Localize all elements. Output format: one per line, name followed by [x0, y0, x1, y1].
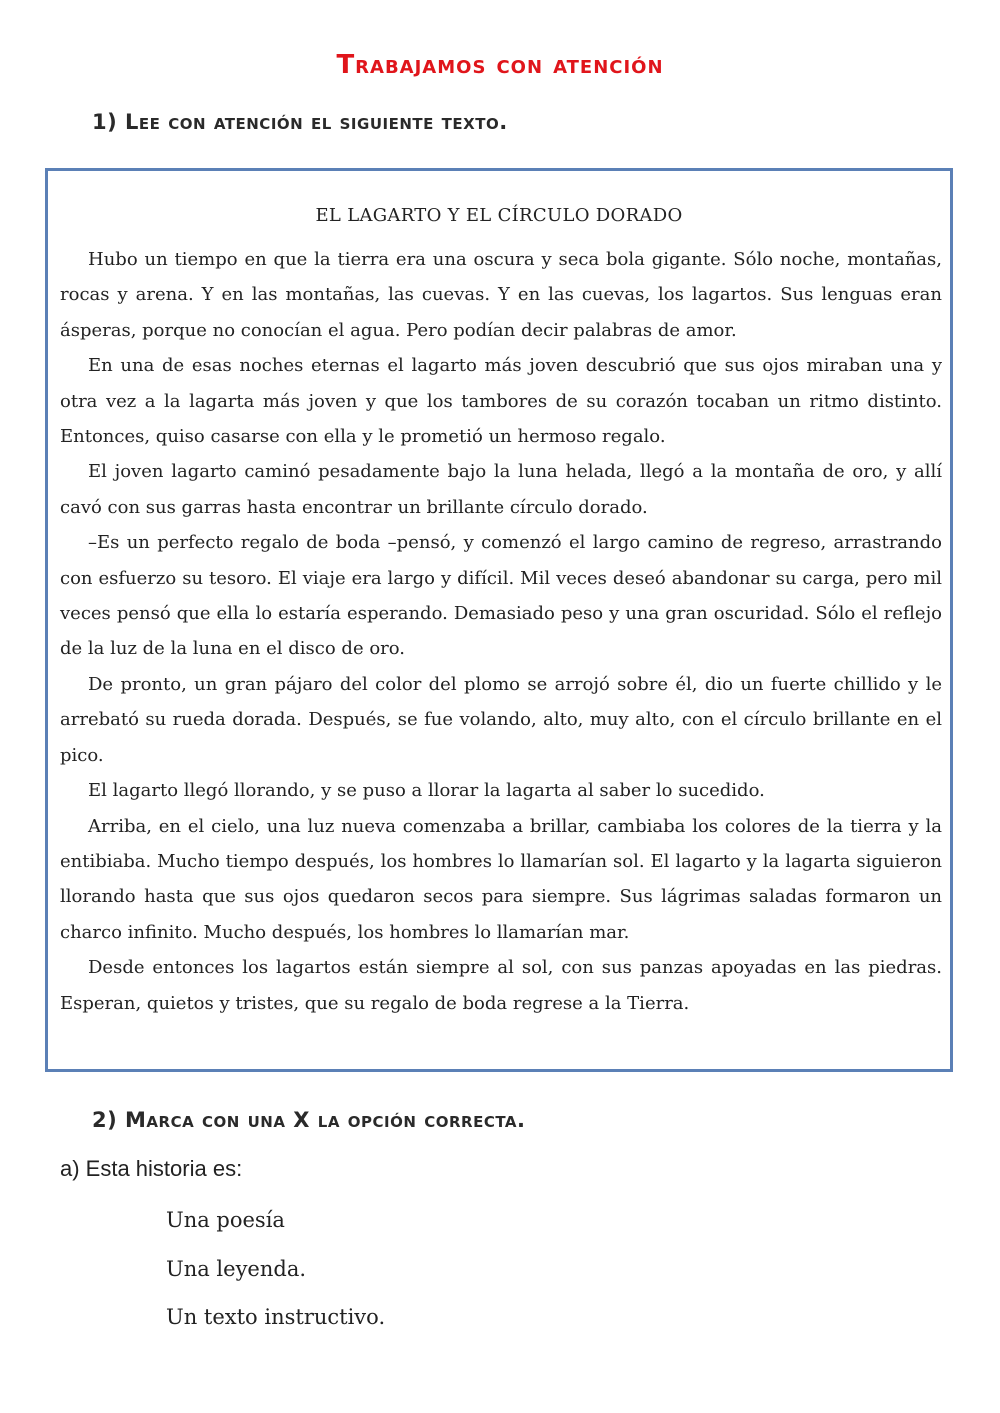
answer-option-instructivo[interactable]: Un texto instructivo.	[166, 1305, 386, 1329]
story-paragraph: De pronto, un gran pájaro del color del plomo se arrojó sobre él, dio un fuerte chillido y le arrebató su rueda dorada. Después, se fue volando, alto, muy alto, con el círculo brillante en el pico.	[60, 673, 942, 766]
page-title: Trabajamos con atención	[336, 50, 664, 80]
story-paragraph: El lagarto llegó llorando, y se puso a llorar la lagarta al saber lo sucedido.	[88, 780, 765, 802]
story-box	[45, 168, 953, 1072]
story-paragraph: Arriba, en el cielo, una luz nueva comenzaba a brillar, cambiaba los colores de la tierra y la entibiaba. Mucho tiempo después, los hombres lo llamarían sol. El lagarto y la lagarta siguieron llorando hasta que sus ojos quedaron secos para siempre. Sus lágrimas saladas formaron un charco infinito. Mucho después, los hombres lo llamarían mar.	[60, 815, 942, 943]
story-paragraph: Desde entonces los lagartos están siempre al sol, con sus panzas apoyadas en las piedras. Esperan, quietos y tristes, que su regalo de boda regrese a la Tierra.	[60, 957, 942, 1014]
question-text: a) Esta historia es:	[60, 1156, 243, 1181]
answer-option-poesia[interactable]: Una poesía	[166, 1208, 285, 1232]
story-title: EL LAGARTO Y EL CÍRCULO DORADO	[315, 205, 683, 226]
instruction-read-text: 1) Lee con atención el siguiente texto.	[92, 110, 508, 134]
story-paragraph: El joven lagarto caminó pesadamente bajo la luna helada, llegó a la montaña de oro, y allí cavó con sus garras hasta encontrar un brillante círculo dorado.	[60, 461, 942, 518]
answer-options	[166, 1203, 385, 1349]
story-paragraph: En una de esas noches eternas el lagarto más joven descubrió que sus ojos miraban una y otra vez a la lagarta más joven y que los tambores de su corazón tocaban un ritmo distinto. Entonces, quiso casarse con ella y le prometió un hermoso regalo.	[60, 355, 942, 448]
story-paragraph: Hubo un tiempo en que la tierra era una oscura y seca bola gigante. Sólo noche, montañas, rocas y arena. Y en las montañas, las cuevas. Y en las cuevas, los lagartos. Sus lenguas eran ásperas, porque no conocían el agua. Pero podían decir palabras de amor.	[60, 249, 942, 341]
story-paragraph: –Es un perfecto regalo de boda –pensó, y comenzó el largo camino de regreso, arrastrando con esfuerzo su tesoro. El viaje era largo y difícil. Mil veces deseó abandonar su carga, pero mil veces pensó que ella lo estaría esperando. Demasiado peso y una gran oscuridad. Sólo el reflejo de la luz de la luna en el disco de oro.	[60, 532, 942, 660]
instruction-mark-option: 2) Marca con una X la opción correcta.	[92, 1108, 526, 1132]
answer-option-leyenda[interactable]: Una leyenda.	[166, 1256, 307, 1281]
story-body	[60, 242, 942, 1021]
